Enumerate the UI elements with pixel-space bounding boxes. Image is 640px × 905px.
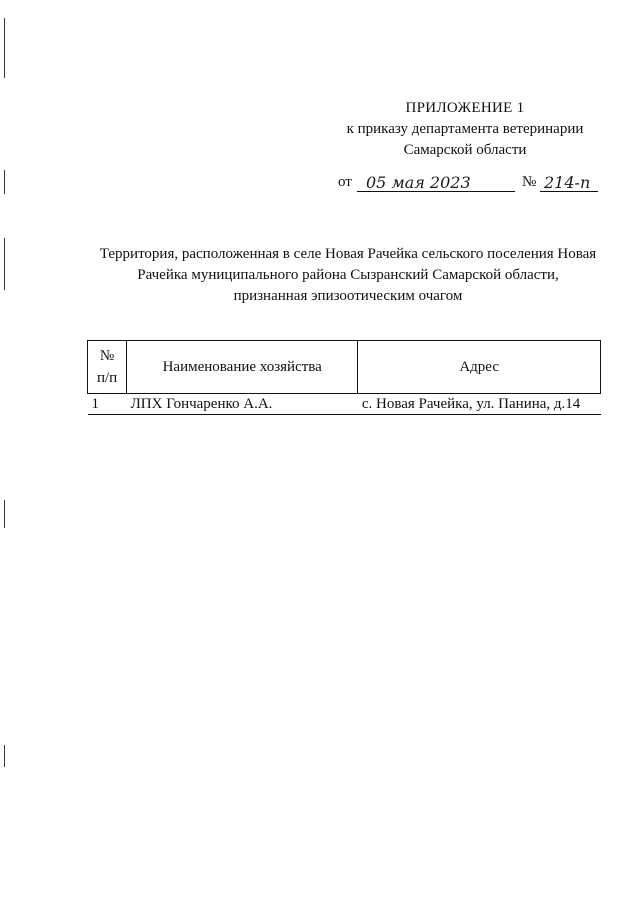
header-address: Адрес: [358, 341, 601, 394]
order-number-handwritten: 214-п: [544, 173, 591, 192]
header-number-sign: №: [99, 348, 115, 364]
heading-line: Рачейка муниципального района Сызранский Самарской области,: [137, 267, 559, 283]
appendix-region: Самарской области: [403, 142, 527, 158]
scan-edge-artifact: [4, 500, 5, 528]
scan-edge-artifact: [4, 238, 5, 290]
row-farm-name: ЛПХ Гончаренко А.А.: [127, 394, 358, 415]
heading-line: признанная эпизоотическим очагом: [233, 288, 463, 304]
farms-table: [87, 340, 601, 415]
order-date-number-line: [338, 172, 600, 194]
table-row: [88, 394, 601, 415]
order-date-handwritten: 05 мая 2023: [366, 173, 471, 192]
scan-edge-artifact: [4, 170, 5, 194]
table-header-row: [88, 341, 601, 394]
order-number-prefix: №: [522, 174, 537, 190]
document-heading: [80, 244, 616, 307]
header-number-abbr: п/п: [96, 370, 118, 386]
order-date-prefix: от: [338, 174, 352, 190]
row-address: с. Новая Рачейка, ул. Панина, д.14: [358, 394, 601, 415]
header-farm-name: Наименование хозяйства: [127, 341, 358, 394]
heading-line: Территория, расположенная в селе Новая Рачейка сельского поселения Новая: [99, 246, 597, 262]
appendix-block: [330, 98, 600, 161]
appendix-order-ref: к приказу департамента ветеринарии: [346, 121, 584, 137]
scan-edge-artifact: [4, 18, 5, 78]
header-number: [88, 341, 127, 394]
appendix-title: ПРИЛОЖЕНИЕ 1: [405, 100, 525, 116]
scan-edge-artifact: [4, 745, 5, 767]
row-number: 1: [88, 394, 127, 415]
